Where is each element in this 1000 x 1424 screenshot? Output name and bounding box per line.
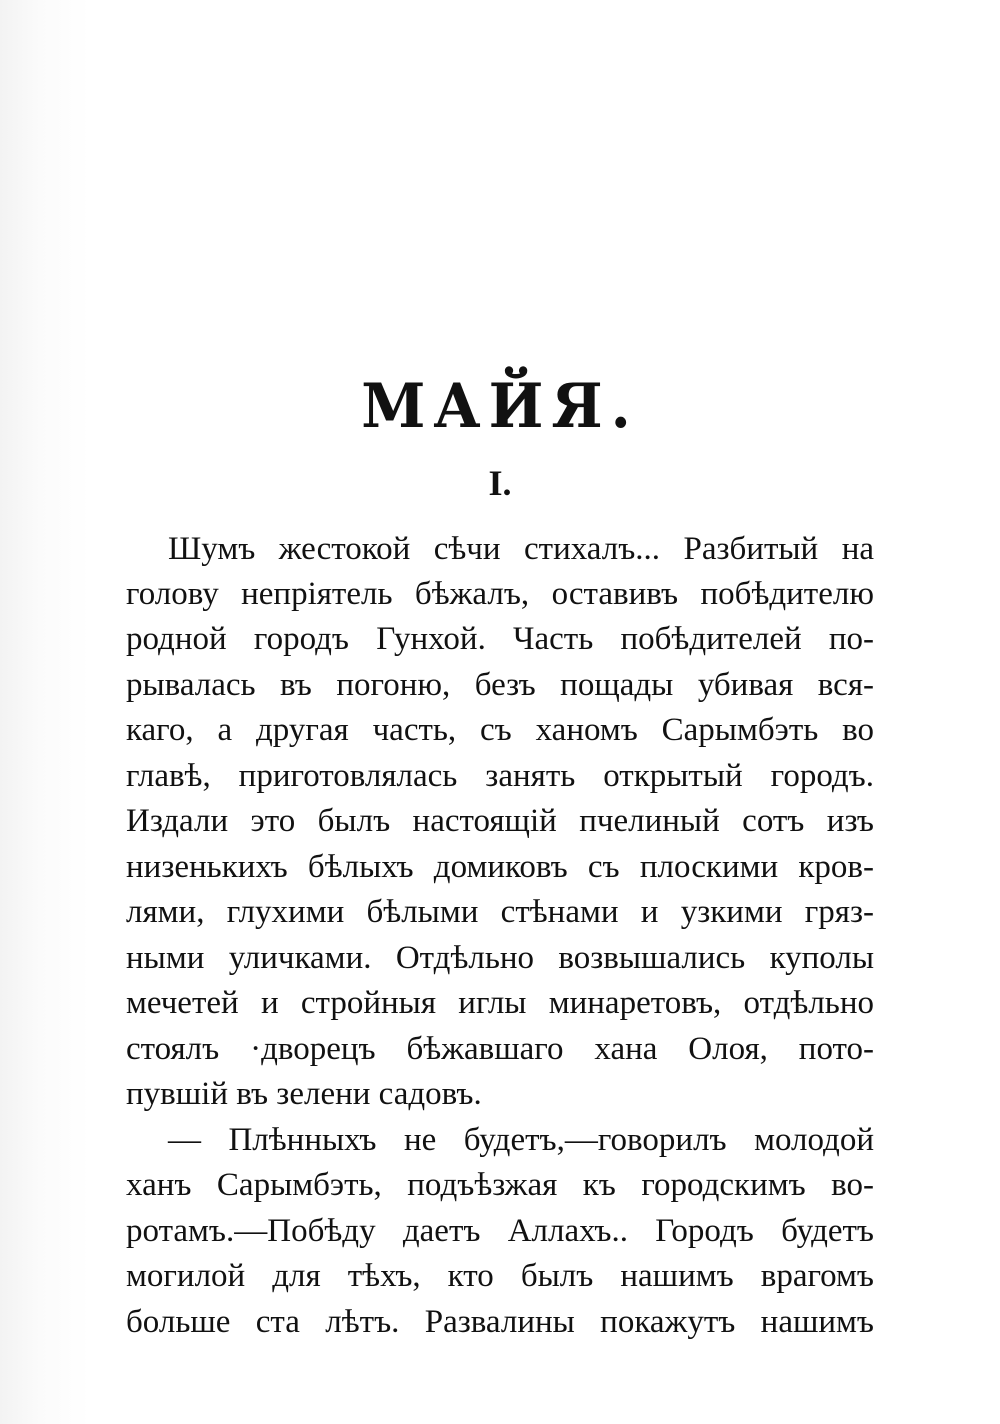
text-line: Шумъ жестокой сѣчи стихалъ... Разбитый на — [168, 531, 874, 567]
text-line: могилой для тѣхъ, кто былъ нашимъ врагомъ — [126, 1258, 874, 1294]
text-line: ханъ Сарымбэть, подъѣзжая къ городскимъ во- — [126, 1167, 874, 1203]
text-line: ными уличками. Отдѣльно возвышались куполы — [126, 940, 874, 976]
text-line: главѣ, приготовлялась занять открытый городъ. — [126, 758, 874, 794]
text-line: голову непріятель бѣжалъ, оставивъ побѣдителю — [126, 576, 874, 612]
text-line: стоялъ ·дворецъ бѣжавшаго хана Олоя, пото- — [126, 1031, 874, 1067]
text-line: больше ста лѣтъ. Развалины покажутъ нашимъ — [126, 1304, 874, 1340]
chapter-number: I. — [488, 463, 512, 503]
text-line: мечетей и стройныя иглы минаретовъ, отдѣльно — [126, 985, 874, 1021]
book-title: МАЙЯ. — [361, 370, 639, 442]
text-line: низенькихъ бѣлыхъ домиковъ съ плоскими кров- — [126, 849, 874, 885]
text-line: ротамъ.—Побѣду даетъ Аллахъ.. Городъ будетъ — [126, 1213, 874, 1249]
text-line: каго, а другая часть, съ ханомъ Сарымбэть во — [126, 712, 874, 748]
text-line: пувшій въ зелени садовъ. — [126, 1076, 482, 1112]
text-line: рывалась въ погоню, безъ пощады убивая вся- — [126, 667, 874, 703]
text-line: Издали это былъ настоящій пчелиный сотъ изъ — [126, 803, 874, 839]
text-line: — Плѣнныхъ не будетъ,—говорилъ молодой — [168, 1122, 874, 1158]
text-line: лями, глухими бѣлыми стѣнами и узкими гряз- — [126, 894, 874, 930]
text-line: родной городъ Гунхой. Часть побѣдителей по- — [126, 621, 874, 657]
